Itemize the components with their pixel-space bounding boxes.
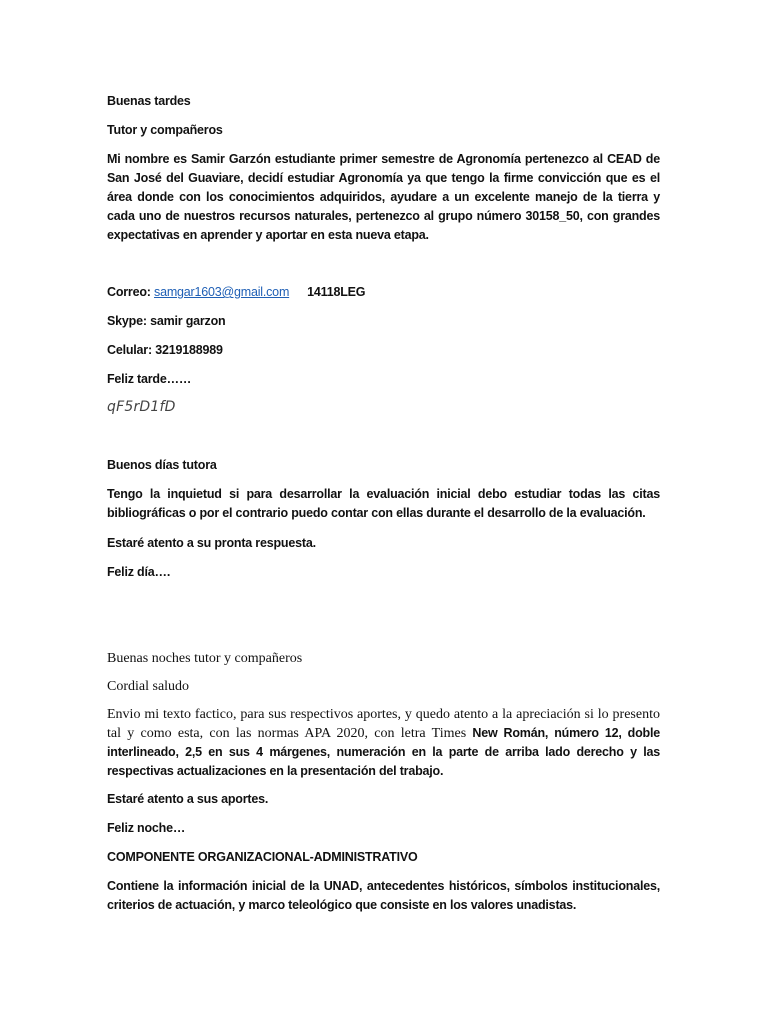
introduction-paragraph: Mi nombre es Samir Garzón estudiante primer semestre de Agronomía pertenezco al CEAD de San José del Guaviare, decidí estudiar Agronomía ya que tengo la firme convicción que es el área donde con los conocimientos adquiridos, ayudare a un excelente manejo de la tierra y cada uno de nuestros recursos naturales, pertenezco al grupo número 30158_50, con grandes expectativas en aprender y aportar en esta nueva etapa. <box>107 152 660 242</box>
closing-day: Feliz día…. <box>107 565 171 579</box>
cordial-salutation: Cordial saludo <box>107 679 190 694</box>
submission-paragraph <box>107 705 660 781</box>
email-label: Correo: <box>107 285 155 299</box>
submission-text-bold: New Román, número 12, doble interlineado, 2,5 en sus 4 márgenes, numeración en la parte de arriba lado derecho y las respectivas actualizaciones en la presentación del trabajo. <box>107 726 660 778</box>
waiting-response-line: Estaré atento a su pronta respuesta. <box>107 536 316 550</box>
greeting-morning-tutor: Buenos días tutora <box>107 458 217 472</box>
email-link[interactable]: samgar1603@gmail.com <box>154 285 290 299</box>
section-paragraph: Contiene la información inicial de la UNAD, antecedentes históricos, símbolos institucionales, criterios de actuación, y marco teleológico que consiste en los valores unadistas. <box>107 879 660 912</box>
signature-scribble: qF5rD1fD <box>107 399 176 415</box>
greeting-afternoon: Buenas tardes <box>107 94 191 108</box>
addressee-tutor-classmates: Tutor y compañeros <box>107 123 223 137</box>
submission-text-serif: Envio mi texto factico, para sus respectivos aportes, y quedo atento a la apreciación si lo presento tal y como esta, con las normas APA 2020, con letra Times <box>107 707 660 741</box>
closing-night: Feliz noche… <box>107 821 186 835</box>
student-code: 14118LEG <box>307 285 366 299</box>
closing-afternoon: Feliz tarde…… <box>107 372 192 386</box>
phone-line: Celular: 3219188989 <box>107 343 223 357</box>
section-heading: COMPONENTE ORGANIZACIONAL-ADMINISTRATIVO <box>107 850 418 864</box>
skype-line: Skype: samir garzon <box>107 314 226 328</box>
email-line <box>107 283 660 302</box>
greeting-evening: Buenas noches tutor y compañeros <box>107 651 303 666</box>
question-paragraph: Tengo la inquietud si para desarrollar la evaluación inicial debo estudiar todas las citas bibliográficas o por el contrario puedo contar con ellas durante el desarrollo de la evaluación. <box>107 487 660 520</box>
waiting-feedback-line: Estaré atento a sus aportes. <box>107 792 269 806</box>
